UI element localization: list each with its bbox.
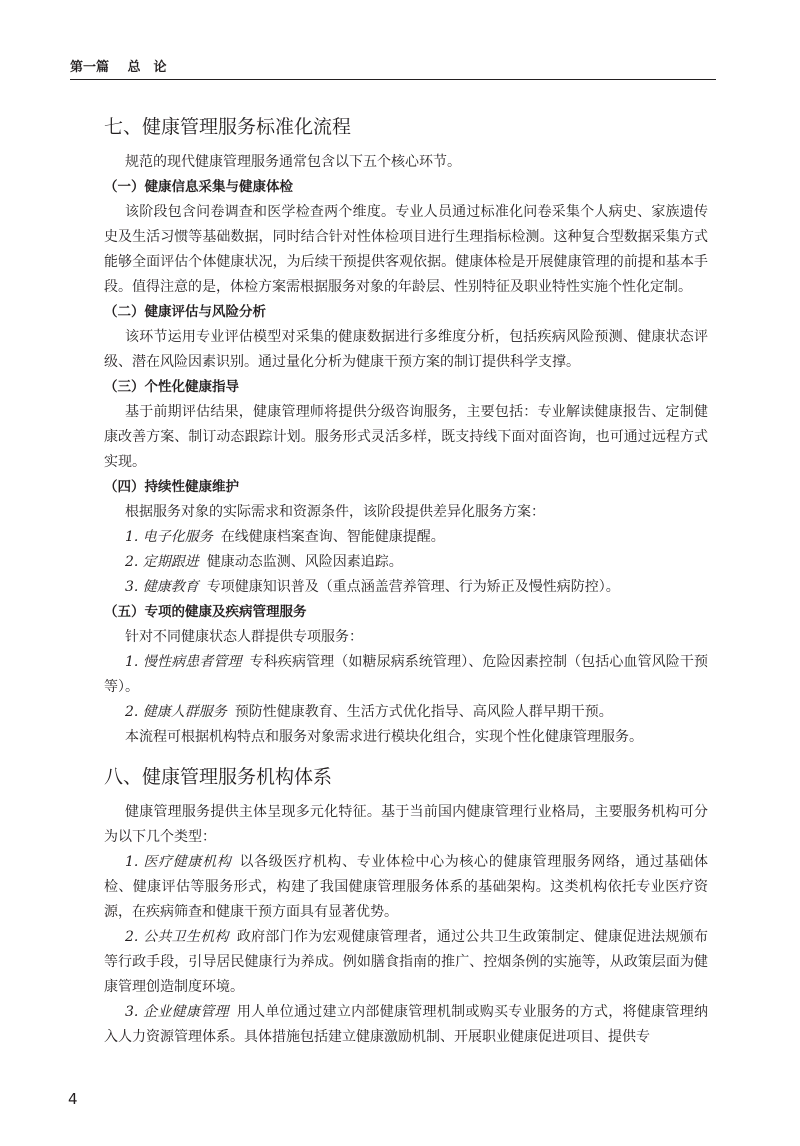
list-item-label: 2. 健康人群服务 bbox=[125, 704, 227, 720]
list-item-text: 专科疾病管理（如糖尿病系统管理）、危险因素控制（包括心血管风险干预等）。 bbox=[104, 654, 709, 695]
list-item bbox=[104, 1000, 708, 1050]
list-item-text: 用人单位通过建立内部健康管理机制或购买专业服务的方式，将健康管理纳入人力资源管理体系。具体措施包括建立健康激励机制、开展职业健康促进项目、提供专 bbox=[104, 1004, 709, 1045]
list-item-label: 2. 公共卫生机构 bbox=[125, 929, 229, 945]
subsection-1-text: 该阶段包含问卷调查和医学检查两个维度。专业人员通过标准化问卷采集个人病史、家族遗传史及生活习惯等基础数据，同时结合针对性体检项目进行生理指标检测。这种复合型数据采集方式能够全面评估个体健康状况，为后续干预提供客观依据。健康体检是开展健康管理的前提和基本手段。值得注意的是，体检方案需根据服务对象的年龄层、性别特征及职业特性实施个性化定制。 bbox=[104, 204, 708, 295]
list-item-text: 预防性健康教育、生活方式优化指导、高风险人群早期干预。 bbox=[234, 704, 613, 720]
subsection-4-heading: （四）持续性健康维护 bbox=[104, 479, 239, 495]
list-item bbox=[104, 650, 708, 700]
header-rule bbox=[70, 79, 716, 80]
section-7-closing: 本流程可根据机构特点和服务对象需求进行模块化组合，实现个性化健康管理服务。 bbox=[125, 729, 643, 745]
list-item-label: 1. 医疗健康机构 bbox=[125, 854, 232, 870]
subsection-2-text: 该环节运用专业评估模型对采集的健康数据进行多维度分析，包括疾病风险预测、健康状态评级、潜在风险因素识别。通过量化分析为健康干预方案的制订提供科学支撑。 bbox=[104, 329, 708, 370]
subsection-3-text: 基于前期评估结果，健康管理师将提供分级咨询服务，主要包括：专业解读健康报告、定制健康改善方案、制订动态跟踪计划。服务形式灵活多样，既支持线下面对面咨询，也可通过远程方式实现。 bbox=[104, 404, 708, 470]
list-item-text: 专项健康知识普及（重点涵盖营养管理、行为矫正及慢性病防控）。 bbox=[206, 579, 620, 595]
subsection-5-text: 针对不同健康状态人群提供专项服务： bbox=[125, 629, 363, 645]
subsection-5-heading: （五）专项的健康及疾病管理服务 bbox=[104, 604, 307, 620]
list-item-text: 健康动态监测、风险因素追踪。 bbox=[206, 554, 403, 570]
header-part: 第一篇 bbox=[70, 60, 110, 75]
list-item-label: 2. 定期跟进 bbox=[125, 554, 199, 570]
list-item-label: 3. 健康教育 bbox=[125, 579, 199, 595]
list-item-label: 3. 企业健康管理 bbox=[125, 1004, 229, 1020]
list-item-label: 1. 慢性病患者管理 bbox=[125, 654, 242, 670]
list-item bbox=[104, 575, 708, 600]
section-7-intro: 规范的现代健康管理服务通常包含以下五个核心环节。 bbox=[125, 154, 461, 170]
page-number: 4 bbox=[68, 1090, 78, 1108]
list-item bbox=[104, 850, 708, 925]
list-item-text: 以各级医疗机构、专业体检中心为核心的健康管理服务网络，通过基础体检、健康评估等服务形式，构建了我国健康管理服务体系的基础架构。这类机构依托专业医疗资源，在疾病筛查和健康干预方面具有显著优势。 bbox=[104, 854, 708, 920]
list-item bbox=[104, 700, 708, 725]
subsection-4-text: 根据服务对象的实际需求和资源条件，该阶段提供差异化服务方案： bbox=[125, 504, 545, 520]
section-7-heading: 七、健康管理服务标准化流程 bbox=[104, 116, 352, 138]
list-item-text: 政府部门作为宏观健康管理者，通过公共卫生政策制定、健康促进法规颁布等行政手段，引导居民健康行为养成。例如膳食指南的推广、控烟条例的实施等，从政策层面为健康管理创造制度环境。 bbox=[104, 929, 709, 995]
page-body bbox=[104, 110, 708, 1050]
running-header bbox=[70, 56, 716, 75]
list-item bbox=[104, 925, 708, 1000]
subsection-1-heading: （一）健康信息采集与健康体检 bbox=[104, 179, 293, 195]
subsection-2-heading: （二）健康评估与风险分析 bbox=[104, 304, 266, 320]
list-item-label: 1. 电子化服务 bbox=[125, 529, 213, 545]
list-item-text: 在线健康档案查询、智能健康提醒。 bbox=[220, 529, 445, 545]
section-8-intro: 健康管理服务提供主体呈现多元化特征。基于当前国内健康管理行业格局，主要服务机构可分为以下几个类型： bbox=[104, 804, 708, 845]
header-title: 总 论 bbox=[127, 60, 167, 75]
subsection-3-heading: （三）个性化健康指导 bbox=[104, 379, 239, 395]
section-8-heading: 八、健康管理服务机构体系 bbox=[104, 766, 333, 788]
list-item bbox=[104, 525, 708, 550]
list-item bbox=[104, 550, 708, 575]
